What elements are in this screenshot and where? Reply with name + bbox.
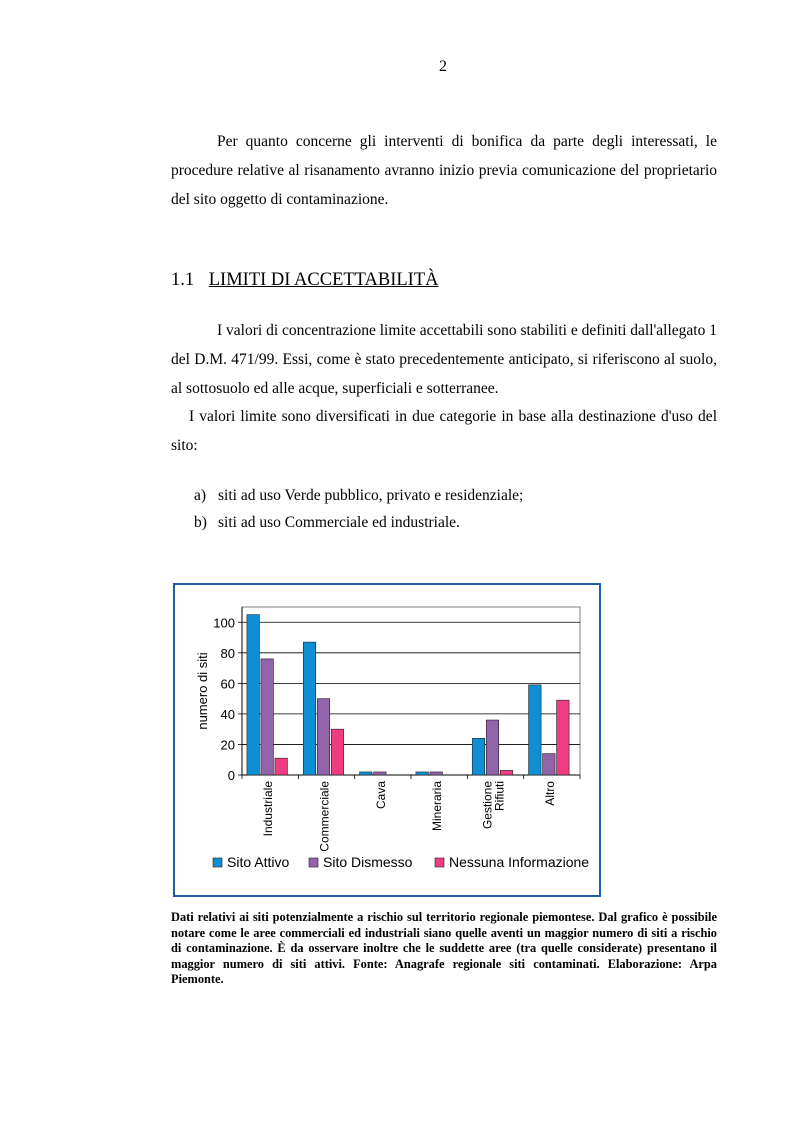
list-item — [194, 487, 523, 505]
legend-label: Sito Attivo — [227, 854, 290, 870]
body-paragraph-2-text: I valori limite sono diversificati in due categorie in base alla destinazione d'uso del sito: — [171, 408, 717, 454]
y-tick-label: 80 — [220, 645, 235, 661]
list-item — [194, 514, 460, 532]
legend-label: Nessuna Informazione — [449, 854, 590, 870]
section-number: 1.1 — [171, 270, 195, 290]
x-tick-label-line: Rifiuti — [492, 781, 507, 812]
x-tick-label — [374, 781, 388, 809]
bar — [543, 754, 556, 775]
x-tick-label — [261, 781, 275, 837]
x-tick-label-line: Cava — [373, 781, 388, 810]
y-tick-label: 60 — [220, 676, 235, 692]
bar — [374, 772, 387, 775]
bar — [430, 772, 443, 775]
bar — [486, 720, 499, 775]
list-item-text: siti ad uso Verde pubblico, privato e residenziale; — [218, 487, 524, 504]
bar-chart — [175, 585, 599, 895]
x-tick-label — [481, 781, 507, 829]
body-paragraph-2 — [171, 402, 717, 460]
bar — [261, 659, 274, 775]
x-tick-label — [543, 781, 557, 806]
bar — [275, 758, 288, 775]
x-tick-label-line: Commerciale — [317, 781, 332, 852]
x-tick-label-line: Mineraria — [430, 781, 445, 832]
body-paragraph-1: I valori di concentrazione limite accettabili sono stabiliti e definiti dall'allegato 1 del D.M. 471/99. Essi, come è stato precedentemente anticipato, si riferiscono al suolo, al sottosuolo ed alle acque, superficiali e sotterranee. — [171, 322, 717, 397]
chart-frame — [173, 583, 601, 897]
x-tick-label-line: Industriale — [261, 781, 276, 837]
bar — [317, 699, 330, 775]
bar — [247, 615, 260, 775]
list-item-text: siti ad uso Commerciale ed industriale. — [218, 514, 460, 531]
intro-paragraph: Per quanto concerne gli interventi di bonifica da parte degli interessati, le procedure relative al risanamento avranno inizio previa comunicazione del proprietario del sito oggetto di contaminazione. — [171, 133, 717, 208]
bar — [416, 772, 429, 775]
bar — [472, 738, 485, 775]
bar — [331, 729, 344, 775]
page-number: 2 — [439, 58, 447, 75]
x-tick-label-line: Gestione — [480, 781, 495, 830]
section-title: LIMITI DI ACCETTABILITÀ — [208, 270, 439, 290]
legend-swatch — [435, 858, 444, 867]
bar — [500, 770, 513, 775]
list-marker: a) — [194, 487, 207, 504]
figure-caption: Dati relativi ai siti potenzialmente a rischio sul territorio regionale piemontese. Dal grafico è possibile notare come le aree commerciali ed industriali siano quelle aventi un maggior numero di siti a rischio di contaminazione. È da osservare inoltre che le suddette aree (tra quelle considerate) presentano il maggior numero di siti attivi. Fonte: Anagrafe regionale siti contaminati. Elaborazione: Arpa Piemonte. — [171, 910, 717, 987]
bar — [360, 772, 373, 775]
x-tick-label-line: Altro — [542, 781, 557, 806]
y-tick-label: 40 — [220, 706, 235, 722]
legend-swatch — [213, 858, 222, 867]
y-tick-label: 100 — [213, 615, 235, 631]
legend-label: Sito Dismesso — [323, 854, 413, 870]
bar — [529, 685, 542, 775]
bar — [557, 700, 570, 775]
bar — [303, 642, 316, 775]
section-heading — [171, 270, 438, 291]
legend-swatch — [309, 858, 318, 867]
y-tick-label: 0 — [227, 768, 235, 783]
x-tick-label — [318, 781, 332, 852]
y-tick-label: 20 — [220, 737, 235, 753]
y-axis-label: numero di siti — [195, 652, 210, 730]
list-marker: b) — [194, 514, 207, 531]
x-tick-label — [430, 781, 444, 831]
